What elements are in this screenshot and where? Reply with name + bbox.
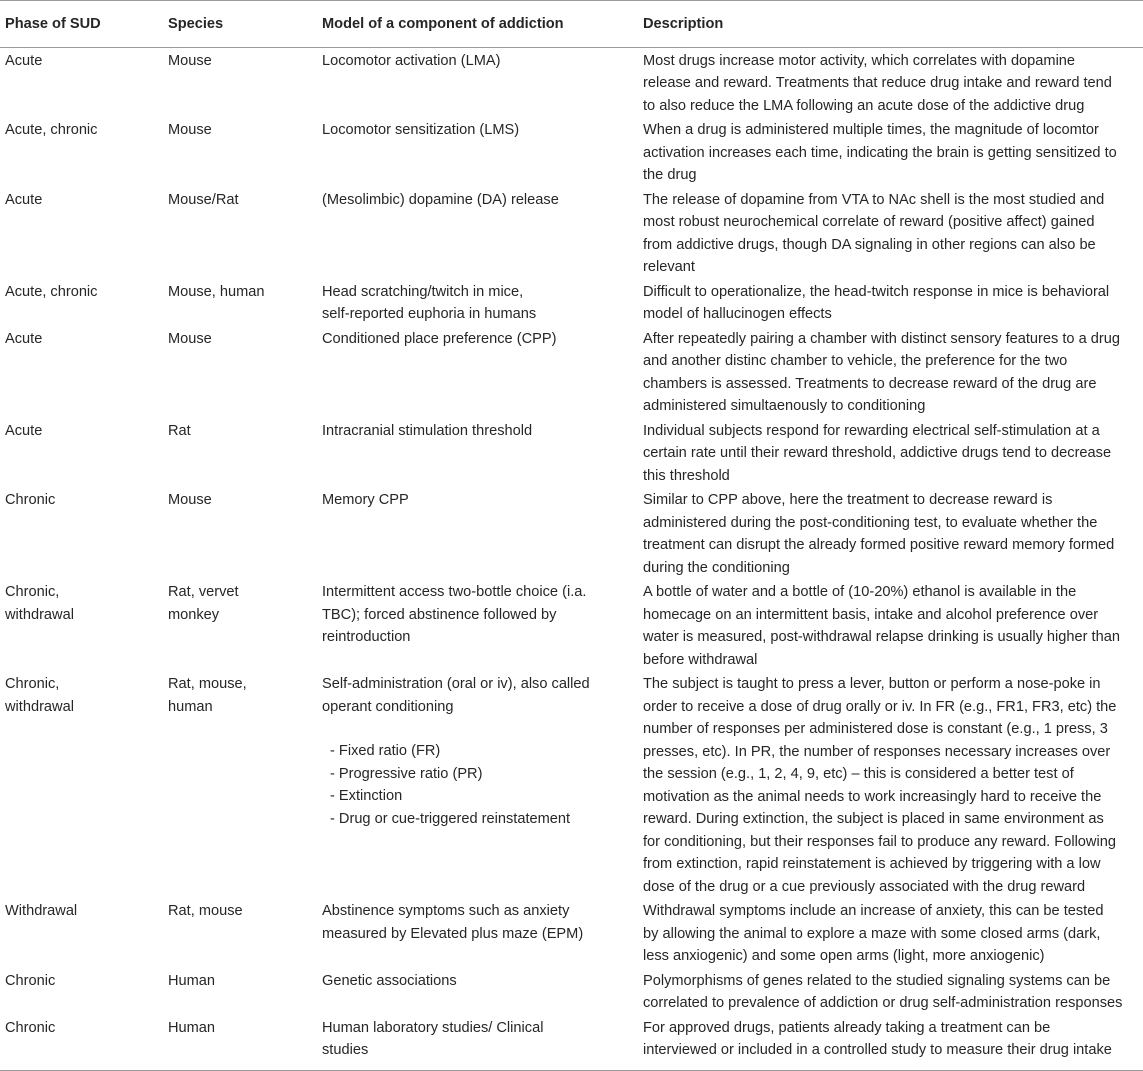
table-row: [0, 279, 1143, 326]
cell-species: [163, 418, 317, 488]
cell-text-line: Memory CPP: [322, 492, 409, 508]
cell-text-line: monkey: [168, 606, 220, 623]
cell-text-line: Intermittent access two-bottle choice (i.a.: [322, 584, 587, 600]
cell-text-line: for conditioning, but their responses fail to produce any reward. Following: [643, 833, 1116, 850]
cell-text-line: certain rate until their reward threshold, addictive drugs tend to decrease: [643, 445, 1112, 461]
cell-model: [317, 898, 643, 968]
cell-description: [643, 47, 1143, 117]
cell-text-line: measured by Elevated plus maze (EPM): [322, 925, 584, 942]
cell-description: [643, 187, 1143, 279]
cell-description: [643, 418, 1143, 488]
cell-text-line: this threshold: [643, 467, 730, 484]
cell-text-line: Mouse: [168, 122, 212, 138]
table-row: [0, 326, 1143, 418]
cell-species: [163, 968, 317, 1015]
cell-model: [317, 47, 643, 117]
table-row: [0, 117, 1143, 187]
cell-text-line: A bottle of water and a bottle of (10-20%) ethanol is available in the: [643, 584, 1077, 600]
cell-text-line: operant conditioning: [322, 698, 454, 715]
cell-species: [163, 326, 317, 418]
cell-text-line: less anxiogenic) and some open arms (light, more anxiogenic): [643, 948, 1045, 964]
cell-text-line: When a drug is administered multiple times, the magnitude of locomtor: [643, 122, 1099, 138]
cell-text-line: activation increases each time, indicating the brain is getting sensitized to: [643, 144, 1117, 161]
cell-model: [317, 187, 643, 279]
cell-text-line: water is measured, post-withdrawal relapse drinking is usually higher than: [643, 629, 1120, 645]
cell-phase: [0, 187, 163, 279]
cell-model: [317, 579, 643, 671]
cell-text-line: Most drugs increase motor activity, which correlates with dopamine: [643, 52, 1076, 69]
cell-text-line: by allowing the animal to explore a maze with some closed arms (dark,: [643, 925, 1101, 942]
cell-text-line: reward. During extinction, the subject is placed in same environment as: [643, 811, 1104, 827]
cell-text-line: from addictive drugs, though DA signaling in other regions can also be: [643, 236, 1096, 253]
cell-text-line: administered during the post-conditioning test, to evaluate whether the: [643, 514, 1098, 531]
cell-text-line: Mouse/Rat: [168, 191, 239, 208]
cell-text-line: the session (e.g., 1, 2, 4, 9, etc) – this is considered a better test of: [643, 766, 1074, 782]
cell-model: [317, 968, 643, 1015]
cell-text-line: withdrawal: [5, 698, 74, 715]
cell-text-line: TBC); forced abstinence followed by: [322, 606, 557, 623]
cell-species: [163, 898, 317, 968]
table-body: [0, 47, 1143, 1070]
list-item: - Fixed ratio (FR): [330, 743, 441, 759]
cell-text-line: Acute: [5, 330, 43, 347]
table-row: [0, 187, 1143, 279]
cell-model: [317, 279, 643, 326]
cell-text-line: Acute: [5, 422, 43, 439]
cell-text-line: correlated to prevalence of addiction or drug self-administration responses: [643, 995, 1123, 1011]
cell-text-line: Intracranial stimulation threshold: [322, 422, 533, 439]
cell-text-line: Rat, mouse,: [168, 676, 247, 692]
cell-text-line: Acute, chronic: [5, 283, 98, 300]
cell-model: [317, 326, 643, 418]
cell-text-line: Human: [168, 1019, 216, 1036]
cell-text-line: studies: [322, 1042, 369, 1058]
cell-text-line: number of responses per administered dose is constant (e.g., 1 press, 3: [643, 721, 1108, 737]
cell-text-line: reintroduction: [322, 629, 411, 645]
model-sub-list: [322, 740, 643, 830]
cell-description: [643, 579, 1143, 671]
cell-species: [163, 487, 317, 579]
cell-text-line: motivation as the animal needs to work increasingly hard to receive the: [643, 788, 1102, 805]
cell-text-line: Rat, vervet: [168, 584, 239, 600]
cell-species: [163, 579, 317, 671]
cell-text-line: Withdrawal symptoms include an increase of anxiety, this can be tested: [643, 903, 1104, 919]
cell-model: [317, 487, 643, 579]
cell-text-line: interviewed or included in a controlled study to measure their drug intake: [643, 1042, 1112, 1058]
cell-text-line: chambers is assessed. Treatments to decrease reward of the drug are: [643, 375, 1097, 392]
cell-text-line: withdrawal: [5, 606, 74, 623]
cell-text-line: during the conditioning: [643, 559, 790, 576]
table-row: [0, 671, 1143, 898]
cell-text-line: dose of the drug or a cue previously associated with the drug reward: [643, 878, 1086, 895]
cell-text-line: Acute: [5, 191, 43, 208]
cell-phase: [0, 579, 163, 671]
cell-text-line: After repeatedly pairing a chamber with distinct sensory features to a drug: [643, 330, 1120, 347]
cell-phase: [0, 47, 163, 117]
table-row: [0, 418, 1143, 488]
cell-phase: [0, 117, 163, 187]
cell-description: [643, 487, 1143, 579]
cell-text-line: Mouse: [168, 52, 212, 69]
cell-text-line: self-reported euphoria in humans: [322, 306, 537, 322]
cell-text-line: release and reward. Treatments that reduce drug intake and reward tend: [643, 75, 1112, 91]
cell-text-line: Mouse, human: [168, 283, 265, 300]
cell-text-line: most robust neurochemical correlate of reward (positive affect) gained: [643, 214, 1095, 230]
cell-text-line: Mouse: [168, 492, 212, 508]
cell-text-line: Difficult to operationalize, the head-twitch response in mice is behavioral: [643, 283, 1110, 300]
cell-description: [643, 117, 1143, 187]
cell-species: [163, 117, 317, 187]
cell-text-line: Head scratching/twitch in mice,: [322, 283, 524, 300]
cell-text-line: human: [168, 698, 213, 715]
cell-text-line: Similar to CPP above, here the treatment to decrease reward is: [643, 492, 1053, 508]
header-species: Species: [163, 1, 317, 48]
cell-description: [643, 326, 1143, 418]
cell-text-line: the drug: [643, 167, 697, 183]
cell-text-line: Acute, chronic: [5, 122, 98, 138]
cell-species: [163, 279, 317, 326]
cell-description: [643, 671, 1143, 898]
header-row: [0, 1, 1143, 48]
cell-text-line: relevant: [643, 259, 695, 275]
cell-text-line: (Mesolimbic) dopamine (DA) release: [322, 191, 559, 208]
cell-text-line: Chronic: [5, 492, 56, 508]
cell-model: [317, 418, 643, 488]
cell-text-line: For approved drugs, patients already taking a treatment can be: [643, 1019, 1051, 1036]
cell-description: [643, 898, 1143, 968]
cell-text-line: administered simultaenously to conditioning: [643, 398, 926, 414]
cell-phase: [0, 487, 163, 579]
cell-text-line: Acute: [5, 52, 43, 69]
cell-text-line: Abstinence symptoms such as anxiety: [322, 903, 570, 919]
cell-text-line: from extinction, rapid reinstatement is achieved by triggering with a low: [643, 856, 1101, 872]
table-row: [0, 579, 1143, 671]
cell-species: [163, 47, 317, 117]
header-phase: Phase of SUD: [0, 1, 163, 48]
table-row: [0, 898, 1143, 968]
cell-phase: [0, 968, 163, 1015]
cell-text-line: The release of dopamine from VTA to NAc shell is the most studied and: [643, 191, 1105, 208]
cell-text-line: model of hallucinogen effects: [643, 306, 832, 322]
header-model: Model of a component of addiction: [317, 1, 643, 48]
cell-text-line: Withdrawal: [5, 903, 78, 919]
table-row: [0, 47, 1143, 117]
cell-phase: [0, 279, 163, 326]
cell-text-line: Chronic: [5, 1019, 56, 1036]
cell-text-line: Locomotor sensitization (LMS): [322, 122, 520, 138]
cell-text-line: treatment can disrupt the already formed positive reward memory formed: [643, 537, 1115, 553]
cell-text-line: to also reduce the LMA following an acute dose of the addictive drug: [643, 97, 1085, 114]
cell-model: [317, 671, 643, 898]
list-spacer: [322, 718, 643, 740]
cell-text-line: Chronic,: [5, 584, 60, 600]
cell-text-line: Rat: [168, 422, 191, 439]
cell-text-line: Individual subjects respond for rewarding electrical self-stimulation at a: [643, 422, 1100, 439]
cell-text-line: Chronic,: [5, 676, 60, 692]
cell-text-line: Mouse: [168, 330, 212, 347]
table-row: [0, 487, 1143, 579]
cell-text-line: Conditioned place preference (CPP): [322, 330, 557, 347]
cell-description: [643, 279, 1143, 326]
cell-text-line: order to receive a dose of drug orally or iv. In FR (e.g., FR1, FR3, etc) the: [643, 698, 1117, 715]
cell-text-line: Self-administration (oral or iv), also called: [322, 676, 590, 692]
cell-text-line: Human laboratory studies/ Clinical: [322, 1019, 544, 1036]
header-description: Description: [643, 1, 1143, 48]
cell-phase: [0, 671, 163, 898]
cell-model: [317, 117, 643, 187]
cell-text-line: Genetic associations: [322, 972, 457, 989]
list-item: - Extinction: [330, 788, 403, 804]
cell-description: [643, 968, 1143, 1015]
cell-text-line: The subject is taught to press a lever, button or perform a nose-poke in: [643, 676, 1101, 692]
cell-text-line: presses, etc). In PR, the number of responses necessary increases over: [643, 743, 1111, 760]
cell-text-line: Rat, mouse: [168, 903, 243, 919]
cell-phase: [0, 898, 163, 968]
cell-text-line: before withdrawal: [643, 651, 758, 668]
cell-text-line: and another distinc chamber to vehicle, the preference for the two: [643, 353, 1068, 369]
cell-species: [163, 187, 317, 279]
cell-text-line: Polymorphisms of genes related to the studied signaling systems can be: [643, 972, 1111, 989]
cell-text-line: Locomotor activation (LMA): [322, 52, 501, 69]
cell-species: [163, 671, 317, 898]
cell-phase: [0, 418, 163, 488]
list-item: - Drug or cue-triggered reinstatement: [330, 810, 571, 827]
cell-text-line: Chronic: [5, 972, 56, 989]
cell-text-line: Human: [168, 972, 216, 989]
list-item: - Progressive ratio (PR): [330, 765, 483, 782]
cell-text-line: homecage on an intermittent basis, intake and alcohol preference over: [643, 606, 1099, 623]
table-row: [0, 968, 1143, 1015]
cell-phase: [0, 326, 163, 418]
